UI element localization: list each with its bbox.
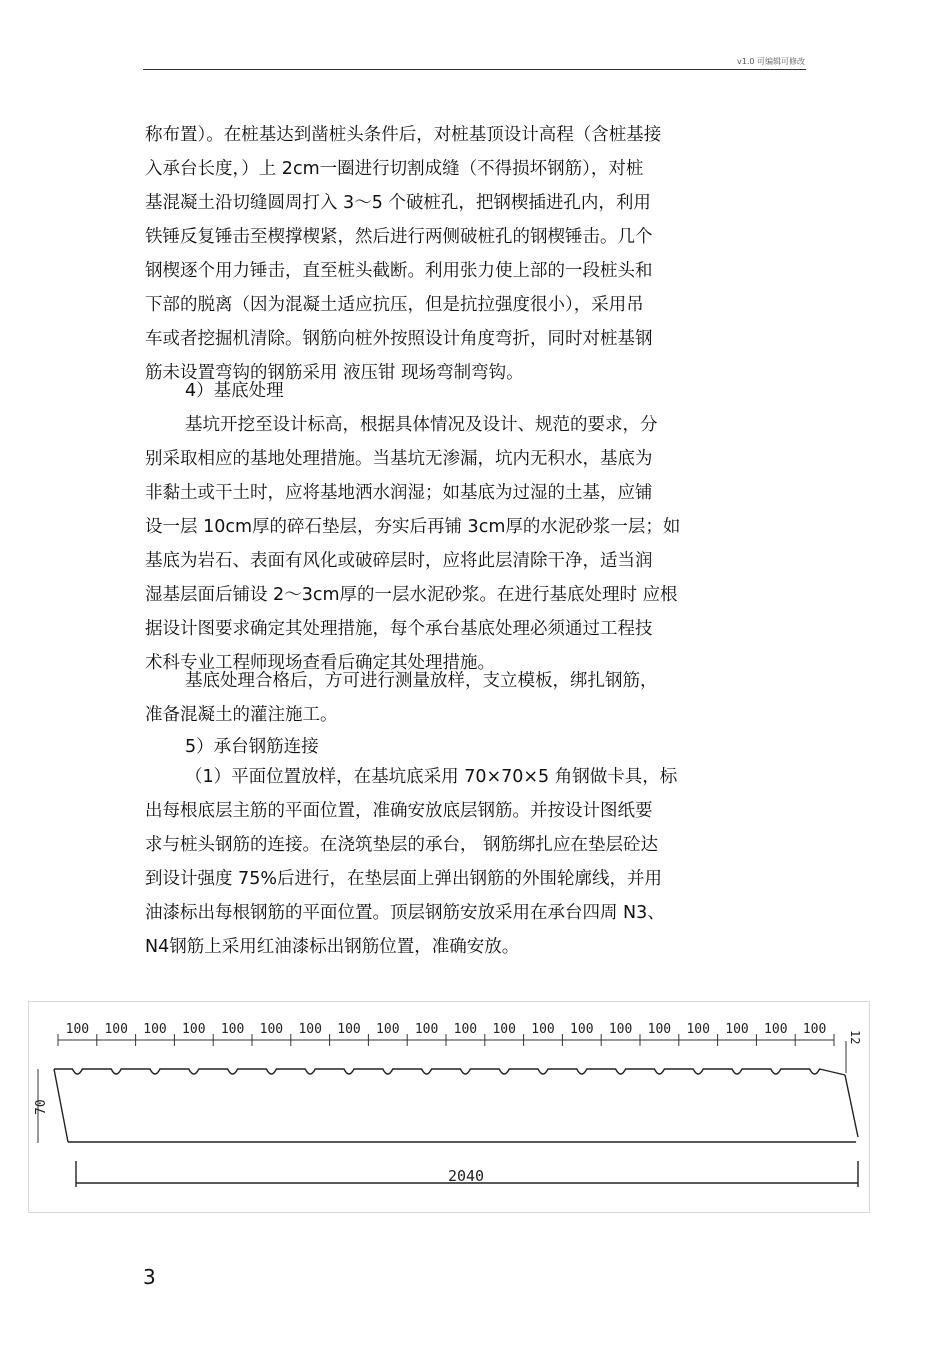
- text-line: 下部的脱离（因为混凝土适应抗压，但是抗拉强度很小），采用吊: [145, 295, 644, 315]
- dimension-label-bottom: 2040: [447, 1167, 485, 1185]
- header-rule: [143, 69, 806, 70]
- text-line: 求与桩头钢筋的连接。在浇筑垫层的承台， 钢筋绑扎应在垫层砼达: [145, 835, 659, 855]
- paragraph-rebar-connection: [145, 760, 677, 964]
- spacing-label: 100: [220, 1022, 245, 1037]
- spacing-label: 100: [570, 1022, 594, 1037]
- spacing-label: 100: [453, 1022, 478, 1037]
- paragraph-after-treatment: [145, 664, 658, 732]
- rebar-drawing: [28, 1001, 870, 1213]
- text-line: 筋未设置弯钩的钢筋采用 液压钳 现场弯制弯钩。: [145, 363, 524, 383]
- text-line: 术科专业工程师现场查看后确定其处理措施。: [145, 653, 495, 673]
- paragraph-base-treatment: [145, 408, 680, 680]
- text-line: 油漆标出每根钢筋的平面位置。顶层钢筋安放采用在承台四周 N3、: [145, 903, 665, 923]
- text-line: 设一层 10cm厚的碎石垫层，夯实后再铺 3cm厚的水泥砂浆一层；如: [145, 517, 681, 537]
- version-note: v1.0 可编辑可修改: [737, 57, 805, 66]
- paragraph-pile-head: [145, 118, 661, 390]
- text-line: 非黏土或干土时，应将基地洒水润湿；如基底为过湿的土基，应铺: [145, 483, 653, 503]
- spacing-label: 100: [376, 1022, 400, 1037]
- text-line: 基底为岩石、表面有风化或破碎层时，应将此层清除干净，适当润: [145, 551, 653, 571]
- spacing-label: 100: [298, 1022, 322, 1037]
- spacing-label: 100: [65, 1022, 90, 1037]
- text-line: 基混凝土沿切缝圆周打入 3～5 个破桩孔，把钢楔插进孔内，利用: [145, 193, 651, 213]
- spacing-label: 100: [608, 1022, 633, 1037]
- rebar-top-edge: [54, 1069, 845, 1075]
- section-heading-base-treatment: 4）基底处理: [185, 381, 284, 401]
- spacing-ticks: [58, 1034, 834, 1046]
- spacing-label: 100: [337, 1022, 361, 1037]
- text-line: 据设计图要求确定其处理措施，每个承台基底处理必须通过工程技: [145, 619, 653, 639]
- text-line: 基底处理合格后，方可进行测量放样，支立模板，绑扎钢筋，: [185, 671, 658, 691]
- rebar-left-bend: [54, 1069, 68, 1142]
- spacing-label: 100: [725, 1022, 749, 1037]
- rebar-right-bend: [845, 1075, 858, 1137]
- spacing-label: 100: [802, 1022, 827, 1037]
- text-line: 入承台长度，）上 2cm一圈进行切割成缝（不得损坏钢筋），对桩: [145, 159, 644, 179]
- spacing-label: 100: [686, 1022, 710, 1037]
- text-line: 别采取相应的基地处理措施。当基坑无渗漏，坑内无积水，基底为: [145, 449, 653, 469]
- spacing-label: 100: [259, 1022, 284, 1037]
- spacing-label: 100: [414, 1022, 439, 1037]
- text-line: 钢楔逐个用力锤击，直至桩头截断。利用张力使上部的一段桩头和: [145, 261, 653, 281]
- dimension-label-left: 70: [34, 1099, 49, 1115]
- spacing-label: 100: [531, 1022, 555, 1037]
- spacing-label: 100: [182, 1022, 206, 1037]
- text-line: 出每根底层主筋的平面位置，准确安放底层钢筋。并按设计图纸要: [145, 801, 653, 821]
- spacing-label: 100: [104, 1022, 128, 1037]
- text-line: N4钢筋上采用红油漆标出钢筋位置，准确安放。: [145, 937, 520, 957]
- text-line: 铁锤反复锤击至楔撑楔紧，然后进行两侧破桩孔的钢楔锤击。几个: [145, 227, 653, 247]
- text-line: 基坑开挖至设计标高，根据具体情况及设计、规范的要求，分: [185, 415, 658, 435]
- text-line: 湿基层面后铺设 2～3cm厚的一层水泥砂浆。在进行基底处理时 应根: [145, 585, 678, 605]
- text-line: 到设计强度 75%后进行，在垫层面上弹出钢筋的外围轮廓线，并用: [145, 869, 662, 889]
- spacing-label: 100: [647, 1022, 672, 1037]
- page-number: 3: [143, 1265, 156, 1289]
- text-line: 准备混凝土的灌注施工。: [145, 705, 338, 725]
- spacing-label: 100: [143, 1022, 167, 1037]
- section-heading-rebar-connection: 5）承台钢筋连接: [185, 737, 319, 757]
- spacing-label: 100: [764, 1022, 788, 1037]
- text-line: 车或者挖掘机清除。钢筋向桩外按照设计角度弯折，同时对桩基钢: [145, 329, 653, 349]
- text-line: （1）平面位置放样，在基坑底采用 70×70×5 角钢做卡具，标: [185, 767, 678, 787]
- text-line: 称布置）。在桩基达到凿桩头条件后，对桩基顶设计高程（含桩基接: [145, 125, 662, 145]
- spacing-label: 100: [492, 1022, 516, 1037]
- dimension-label-right: 12: [848, 1030, 862, 1045]
